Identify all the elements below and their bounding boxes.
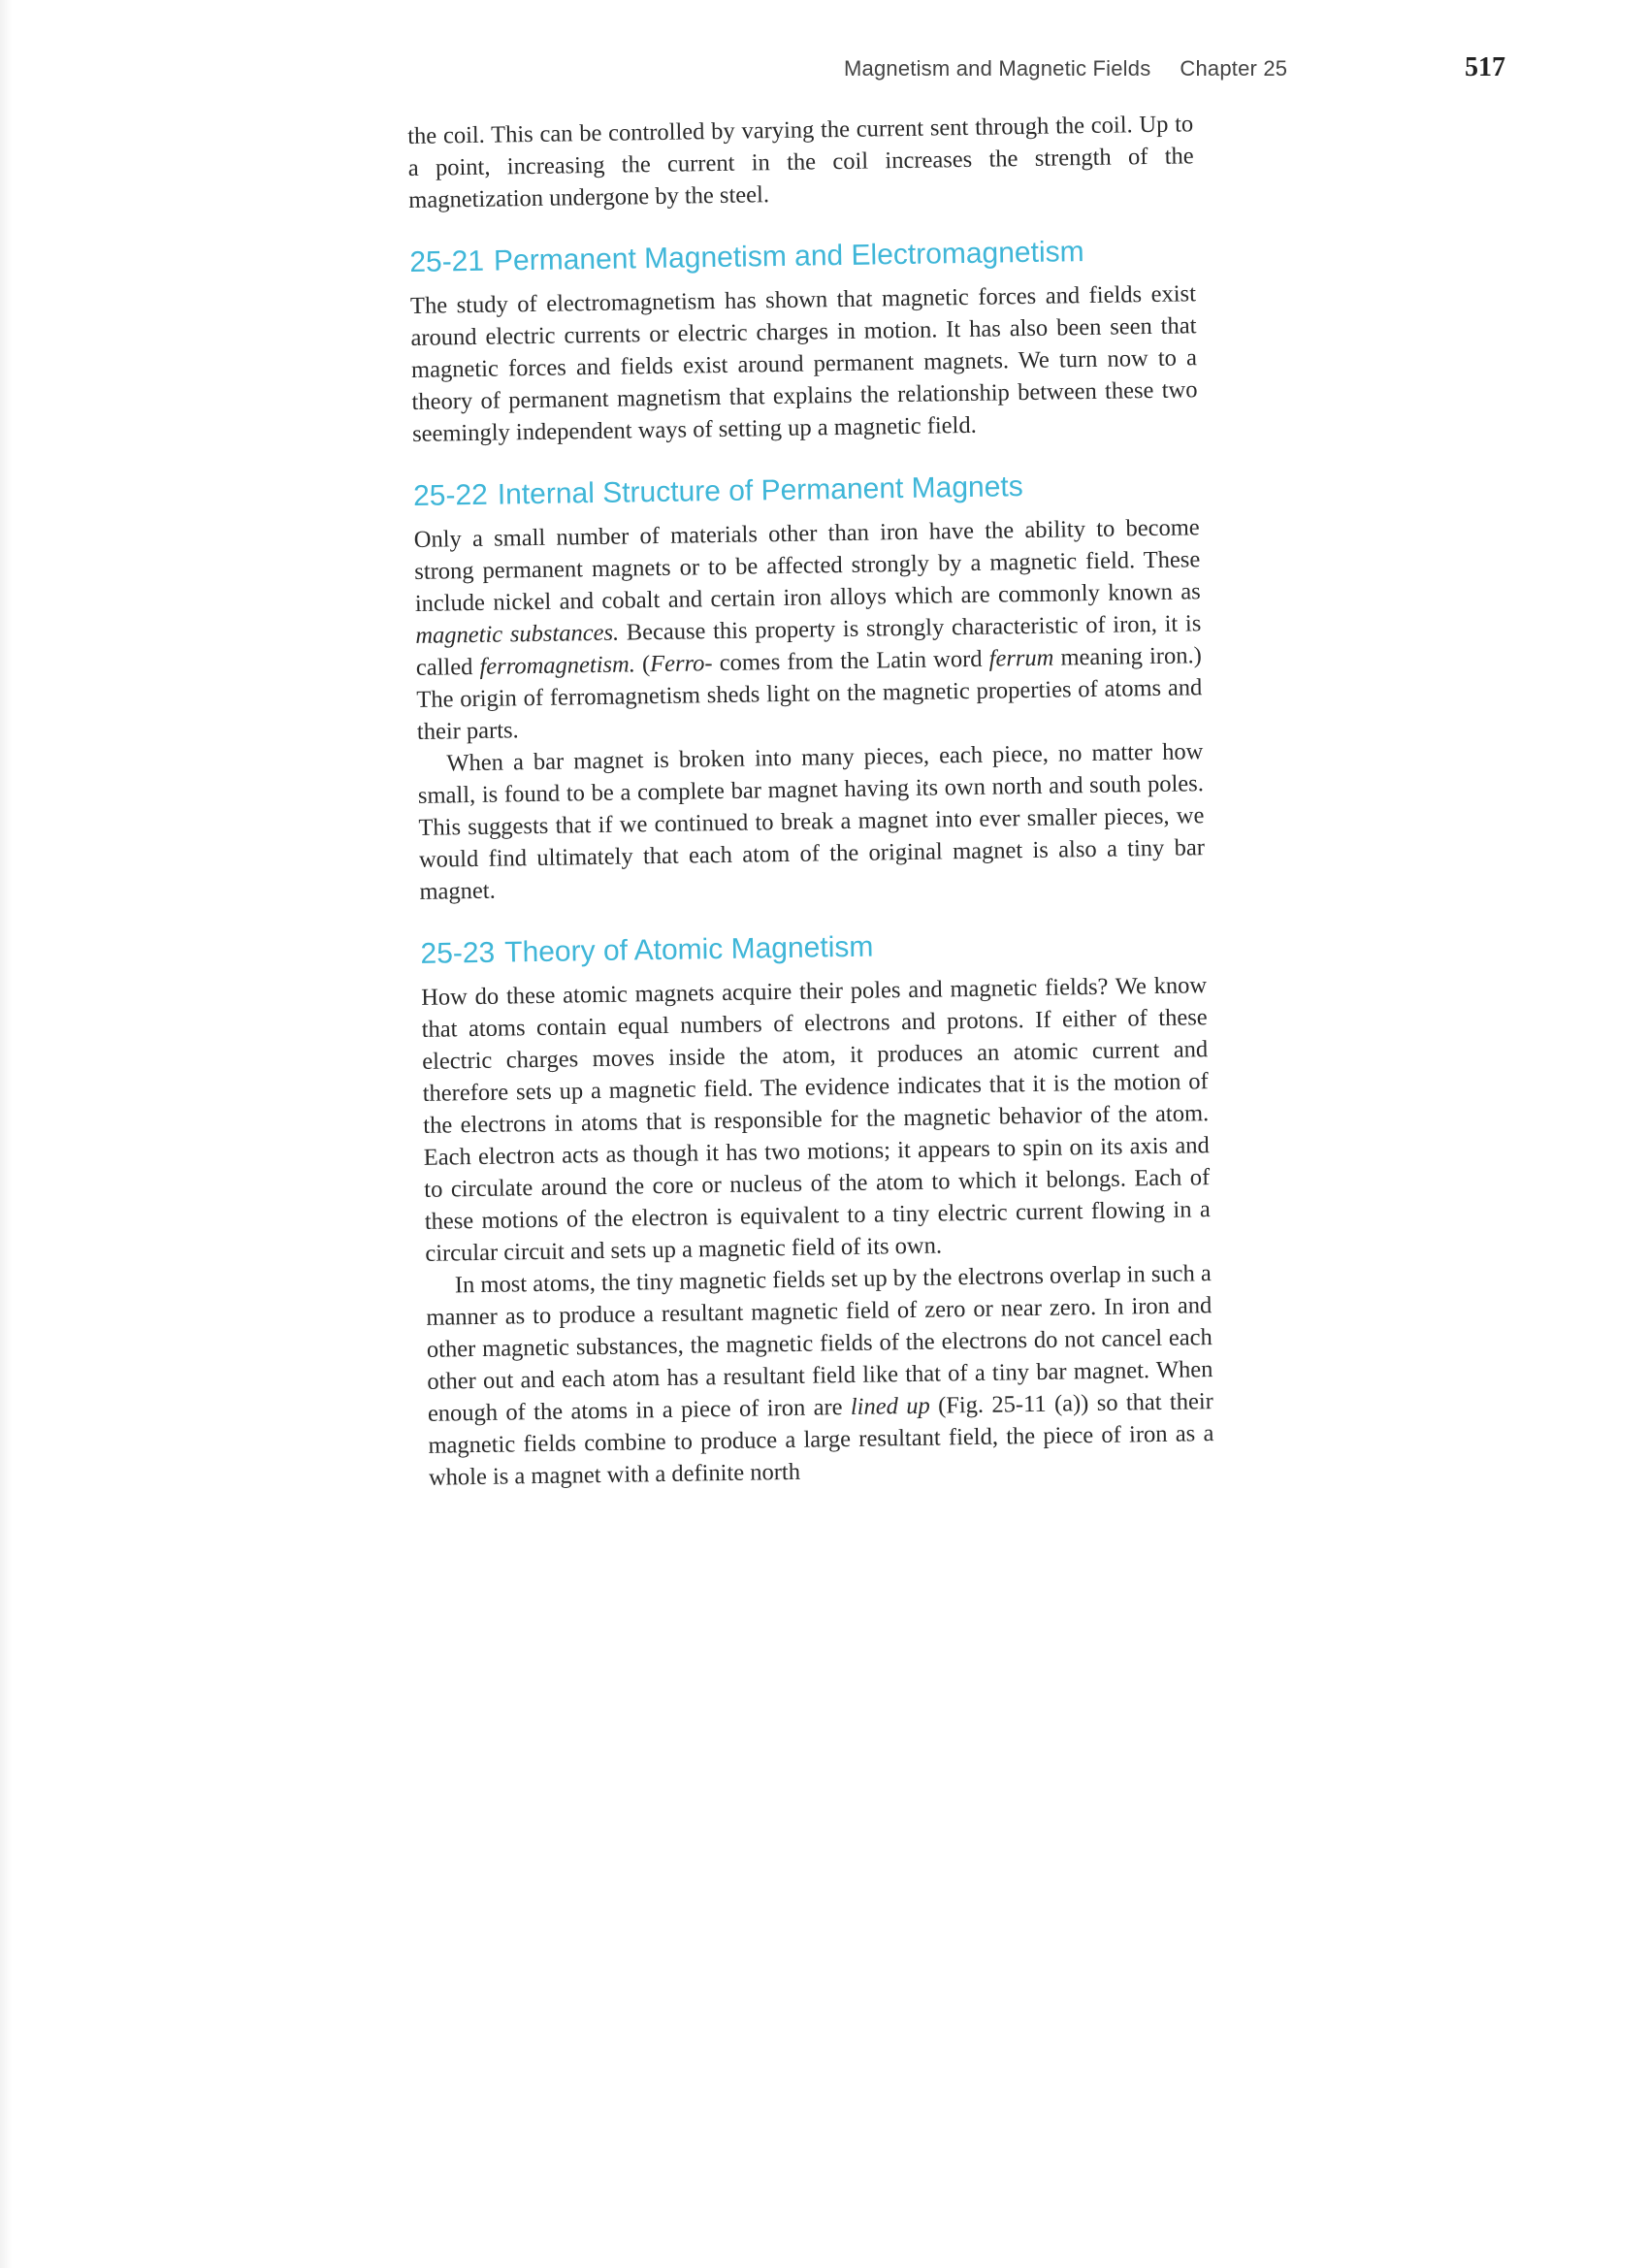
text-run: In most atoms, the tiny magnetic fields set up by the electrons overlap in such a manner as to produce a resultant magnetic field of zero or near zero. In iron and other magnetic substances, the magnetic fields of the electrons do not cancel each other out and each atom has a resultant field like that of a tiny bar magnet. When enough of the atoms in a piece of iron are [426,1260,1213,1427]
text-run: Because this property is strongly characteristic of iron, it is called [415,610,1202,681]
section-number: 25-23 [420,936,496,970]
page-number: 517 [1465,52,1505,82]
chapter-label: Chapter 25 [1180,56,1288,81]
section-heading-25-23 [420,924,1206,972]
text-run: Only a small number of materials other than iron have the ability to become strong permanent magnets or to be affected strongly by a magnetic field. These include nickel and cobalt and certain iron alloys which are commonly known as [413,514,1201,617]
italic-term: ferrum [988,644,1054,672]
section-title: Permanent Magnetism and Electromagnetism [493,236,1084,277]
section-heading-25-22 [413,467,1199,514]
section-number: 25-22 [412,478,489,512]
italic-term: Ferro- [649,650,713,678]
intro-paragraph: the coil. This can be controlled by varying the current sent through the coil. Up to a point, increasing the current in the coil increases the strength of the magnetization undergone by the steel. [407,111,1194,213]
paragraph: When a bar magnet is broken into many pieces, each piece, no matter how small, is found to be a complete bar magnet having its own north and south poles. This suggests that if we continued to break a magnet into ever smaller pieces, we would find ultimately that each atom of the original magnet is also a tiny bar magnet. [417,738,1206,905]
section-heading-25-21 [409,233,1195,280]
text-column [407,108,1214,1494]
text-run: (Fig. 25-11 (a)) so that their magnetic fields combine to produce a large resultant field, the piece of iron as a whole is a magnet with a definite north [428,1388,1214,1491]
text-run: comes from the Latin word [712,645,989,677]
running-title: Magnetism and Magnetic Fields [844,56,1151,81]
paragraph [414,511,1204,748]
section-title: Internal Structure of Permanent Magnets [497,470,1023,511]
section-number: 25-21 [409,244,485,278]
italic-term: magnetic substances. [415,619,620,649]
text-run: meaning iron.) The origin of ferromagnetism sheds light on the magnetic properties of atoms and their parts. [416,642,1203,745]
page-edge-shadow [0,0,12,2268]
paragraph [426,1257,1215,1494]
paragraph: How do these atomic magnets acquire their poles and magnetic fields? We know that atoms contain equal numbers of electrons and protons. If either of these electric charges moves inside the atom, it produces an atomic current and therefore sets up a magnetic field. The evidence indicates that it is the motion of the electrons in atoms that is responsible for the magnetic behavior of the atom. Each electron acts as though it has two motions; it appears to spin on its axis and to circulate around the core or nucleus of the atom to which it belongs. Each of these motions of the electron is equivalent to a tiny electric current flowing in a circular circuit and sets up a magnetic field of its own. [420,972,1211,1267]
text-run: ( [634,651,651,678]
running-head [844,56,1287,81]
section-title: Theory of Atomic Magnetism [503,930,874,969]
paragraph: The study of electromagnetism has shown that magnetic forces and fields exist around electric currents or electric charges in motion. It has also been seen that magnetic forces and fields exist around permanent magnets. We turn now to a theory of permanent magnetism that explains the relationship between these two seemingly independent ways of setting up a magnetic field. [409,280,1198,447]
italic-term: lined up [850,1392,930,1420]
italic-term: ferromagnetism. [479,651,636,680]
